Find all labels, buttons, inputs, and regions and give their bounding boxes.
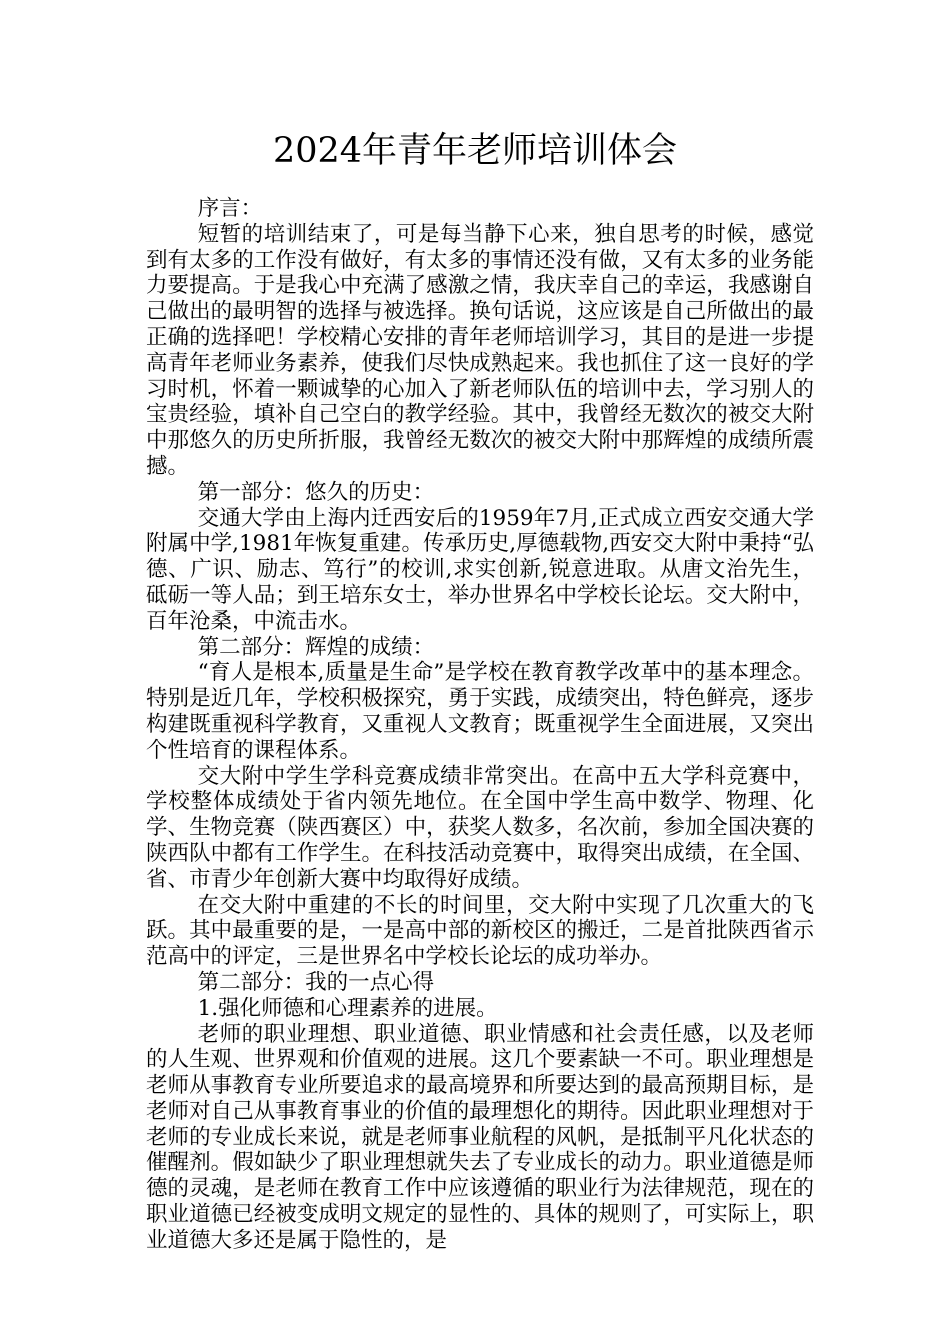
development-paragraph: 在交大附中重建的不长的时间里，交大附中实现了几次重大的飞跃。其中最重要的是，一是高中部的新校区的搬迁，二是首批陕西省示范高中的评定，三是世界名中学校长论坛的成功举办。 xyxy=(146,892,814,970)
document-body xyxy=(146,196,814,1254)
section-one-heading: 第一部分：悠久的历史： xyxy=(197,479,435,505)
philosophy-paragraph: “育人是根本,质量是生命”是学校在教育教学改革中的基本理念。特别是近几年，学校积极探究，勇于实践，成绩突出，特色鲜亮，逐步构建既重视科学教育，又重视人文教育；既重视学生全面进展，又突出个性培育的课程体系。 xyxy=(146,660,814,763)
competition-paragraph: 交大附中学生学科竞赛成绩非常突出。在高中五大学科竞赛中，学校整体成绩处于省内领先地位。在全国中学生高中数学、物理、化学、生物竞赛（陕西赛区）中，获奖人数多，名次前，参加全国决赛的陕西队中都有工作学生。在科技活动竞赛中，取得突出成绩，在全国、省、市青少年创新大赛中均取得好成绩。 xyxy=(146,763,814,892)
preface-heading: 序言： xyxy=(197,196,263,221)
section-two-heading: 第二部分：辉煌的成绩： xyxy=(197,634,435,660)
point-one-heading: 1.强化师德和心理素养的进展。 xyxy=(197,995,498,1021)
ethics-paragraph: 老师的职业理想、职业道德、职业情感和社会责任感，以及老师的人生观、世界观和价值观的进展。这几个要素缺一不可。职业理想是老师从事教育专业所要追求的最高境界和所要达到的最高预期目标，是老师对自己从事教育事业的价值的最理想化的期待。因此职业理想对于老师的专业成长来说，就是老师事业航程的风帆，是抵制平凡化状态的催醒剂。假如缺少了职业理想就失去了专业成长的动力。职业道德是师德的灵魂，是老师在教育工作中应该遵循的职业行为法律规范，现在的职业道德已经被变成明文规定的显性的、具体的规则了，可实际上，职业道德大多还是属于隐性的，是 xyxy=(146,1021,814,1253)
document-title: 2024年青年老师培训体会 xyxy=(272,131,678,171)
section-three-heading: 第二部分：我的一点心得 xyxy=(197,969,435,995)
history-paragraph: 交通大学由上海内迁西安后的1959年7月,正式成立西安交通大学附属中学,1981年恢复重建。传承历史,厚德载物,西安交大附中秉持“弘德、广识、励志、笃行”的校训,求实创新,锐意进取。从唐文治先生，砥砺一等人品；到王培东女士，举办世界名中学校长论坛。交大附中，百年沧桑，中流击水。 xyxy=(146,505,814,634)
preface-paragraph: 短暂的培训结束了，可是每当静下心来，独自思考的时候，感觉到有太多的工作没有做好，有太多的事情还没有做，又有太多的业务能力要提高。于是我心中充满了感激之情，我庆幸自己的幸运，我感谢自己做出的最明智的选择与被选择。换句话说，这应该是自己所做出的最正确的选择吧！学校精心安排的青年老师培训学习，其目的是进一步提高青年老师业务素养，使我们尽快成熟起来。我也抓住了这一良好的学习时机，怀着一颗诚挚的心加入了新老师队伍的培训中去，学习别人的宝贵经验，填补自己空白的教学经验。其中，我曾经无数次的被交大附中那悠久的历史所折服，我曾经无数次的被交大附中那辉煌的成绩所震撼。 xyxy=(146,221,814,479)
